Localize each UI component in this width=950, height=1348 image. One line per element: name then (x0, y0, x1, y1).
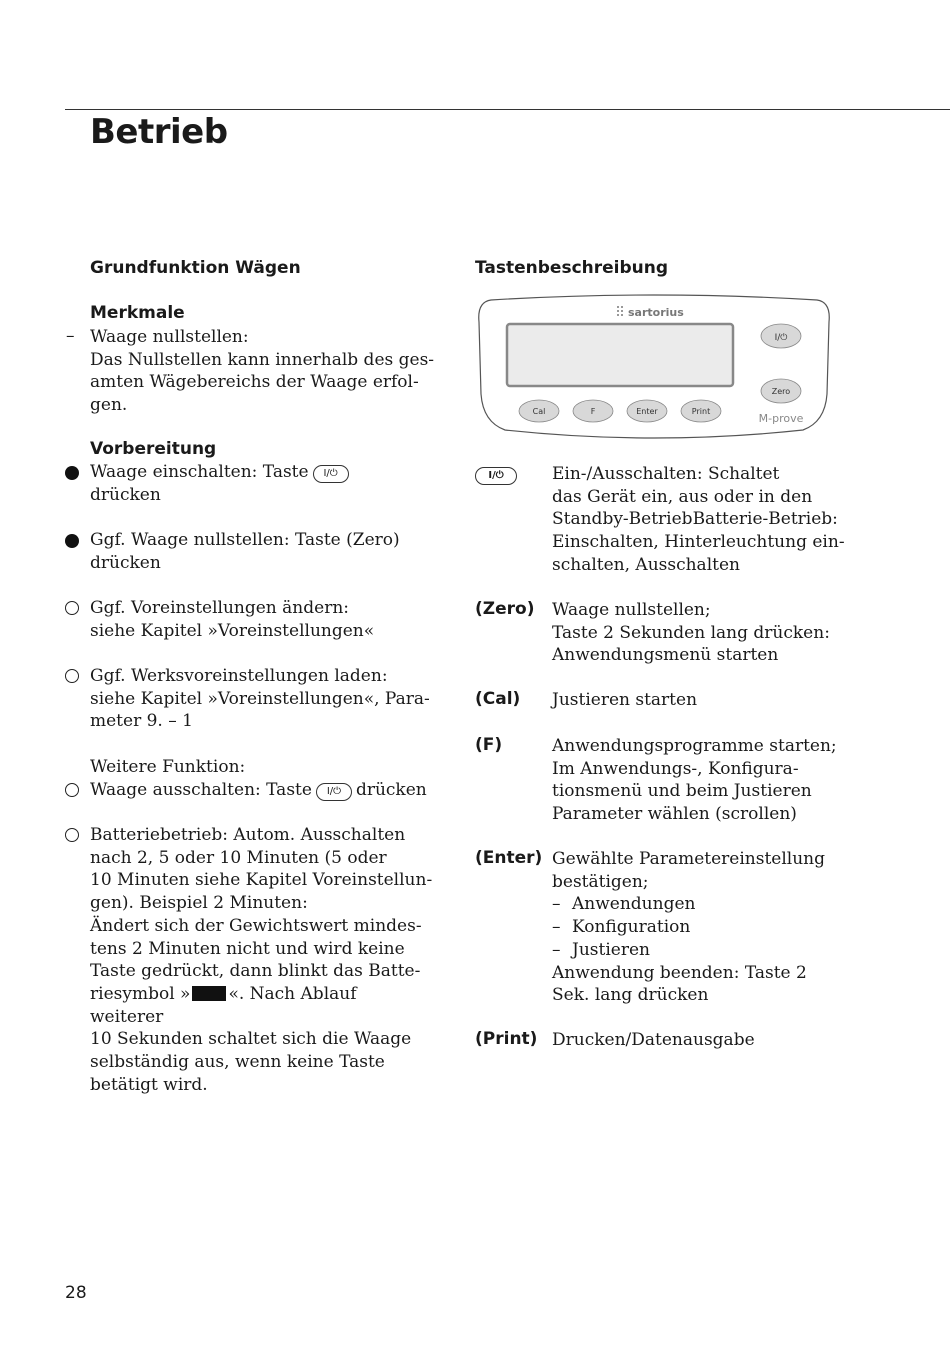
text-line: tionsmenü und beim Justieren (552, 781, 812, 802)
text-line: nach 2, 5 oder 10 Minuten (5 oder (90, 847, 387, 868)
step-power-off (90, 779, 435, 802)
text-line: Waage nullstellen: (90, 327, 249, 347)
model-name: M-prove (758, 412, 804, 425)
header-rule (65, 109, 950, 110)
text-line: Waage einschalten: Taste (90, 462, 309, 482)
text-line: siehe Kapitel »Voreinstellungen« (90, 620, 375, 641)
key-cal: (Cal) (475, 689, 521, 709)
bullet-hollow-icon (65, 601, 79, 615)
list-item: – Konfiguration (552, 916, 852, 939)
text-line: riesymbol » (90, 983, 191, 1004)
page-title: Betrieb (90, 112, 228, 152)
text-line: Drucken/Datenausgabe (552, 1030, 755, 1050)
text-line: Waage nullstellen; (552, 600, 711, 620)
key-f-desc (552, 735, 852, 826)
text-line: amten Wägebereichs der Waage erfol- (90, 372, 419, 393)
step-factory (90, 665, 435, 733)
text-line: 10 Sekunden schaltet sich die Waage (90, 1029, 412, 1050)
bullet-hollow-icon (65, 783, 79, 797)
f-button-label: F (590, 407, 596, 416)
text-line: das Gerät ein, aus oder in den (552, 486, 813, 507)
section-title-weighing: Grundfunktion Wägen (90, 258, 301, 278)
page-number: 28 (65, 1283, 87, 1303)
text-line: Batteriebetrieb: Autom. Ausschalten (90, 825, 406, 845)
key-power (475, 464, 517, 485)
enter-button-label: Enter (636, 407, 658, 416)
text-line: Justieren starten (552, 690, 698, 710)
text-line: Im Anwendungs-, Konfigura- (552, 758, 799, 779)
text-line: Anwendungsmenü starten (552, 645, 779, 666)
text-line: Taste 2 Sekunden lang drücken: (552, 622, 830, 643)
power-key-icon: I/⏻ (313, 465, 349, 483)
text-line: Gewählte Parametereinstellung (552, 849, 825, 869)
cal-button-label: Cal (532, 407, 546, 416)
text-line: drücken (90, 484, 161, 505)
text-line: Sek. lang drücken (552, 985, 709, 1006)
balance-panel-illustration (477, 294, 831, 440)
text-line: gen. (90, 395, 128, 416)
text-line: Ggf. Werksvoreinstellungen laden: (90, 666, 388, 686)
text-line: selbständig aus, wenn keine Taste (90, 1052, 385, 1073)
further-title: Weitere Funktion: (90, 757, 246, 777)
text-line: Einschalten, Hinterleuchtung ein- (552, 532, 845, 553)
text-line: siehe Kapitel »Voreinstellungen«, Para- (90, 688, 430, 709)
battery-text (90, 824, 435, 1096)
text-line: Ggf. Voreinstellungen ändern: (90, 598, 349, 618)
text-line: gen). Beispiel 2 Minuten: (90, 893, 308, 914)
print-button-label: Print (691, 407, 711, 416)
features-title: Merkmale (90, 303, 185, 323)
brand-name: sartorius (628, 306, 684, 319)
key-print-desc (552, 1029, 852, 1052)
list-item: – Justieren (552, 939, 852, 962)
key-print: (Print) (475, 1029, 538, 1049)
text-line: schalten, Ausschalten (552, 554, 740, 575)
text-line: Standby-BetriebBatterie-Betrieb: (552, 509, 838, 530)
bullet-filled-icon (65, 534, 79, 548)
step-power-on (90, 461, 435, 506)
bullet-hollow-icon (65, 828, 79, 842)
text-line: betätigt wird. (90, 1074, 208, 1095)
key-zero: (Zero) (475, 599, 535, 619)
key-zero-desc (552, 599, 852, 667)
text-line: meter 9. – 1 (90, 711, 193, 732)
power-button-label: I/⏻ (774, 333, 788, 343)
text-line: 10 Minuten siehe Kapitel Voreinstellun- (90, 870, 433, 891)
text-line: tens 2 Minuten nicht und wird keine (90, 938, 405, 959)
list-item: – Anwendungen (552, 893, 852, 916)
key-power-desc (552, 463, 852, 577)
step-settings (90, 597, 435, 642)
text-line: Taste gedrückt, dann blinkt das Batte- (90, 961, 421, 982)
prep-title: Vorbereitung (90, 439, 217, 459)
bullet-hollow-icon (65, 669, 79, 683)
text-line: Ggf. Waage nullstellen: Taste (Zero) (90, 530, 400, 550)
key-enter: (Enter) (475, 848, 543, 868)
text-line: Anwendungsprogramme starten; (552, 736, 837, 756)
text-line: drücken (355, 780, 427, 800)
battery-icon (192, 986, 226, 1001)
text-line: Waage ausschalten: Taste (90, 780, 312, 800)
text-line: Das Nullstellen kann innerhalb des ges- (90, 349, 435, 370)
key-cal-desc (552, 689, 852, 712)
text-line: «. Nach Ablauf weiterer (90, 983, 357, 1027)
section-title-keys: Tastenbeschreibung (475, 258, 669, 278)
features-text (90, 326, 435, 417)
power-key-icon: I/⏻ (475, 467, 517, 485)
text-line: Parameter wählen (scrollen) (552, 804, 797, 825)
key-f: (F) (475, 735, 503, 755)
text-line: Anwendung beenden: Taste 2 (552, 962, 807, 983)
display-window (507, 324, 733, 386)
text-line: Ein-/Ausschalten: Schaltet (552, 464, 780, 484)
text-line: Ändert sich der Gewichtswert mindes- (90, 915, 422, 936)
key-enter-desc (552, 848, 852, 1007)
bullet-filled-icon (65, 466, 79, 480)
power-key-icon: I/⏻ (316, 783, 352, 801)
step-zero (90, 529, 435, 574)
dash-marker: – (66, 326, 75, 346)
zero-button-label: Zero (771, 387, 791, 396)
text-line: bestätigen; (552, 871, 649, 892)
text-line: drücken (90, 552, 161, 573)
